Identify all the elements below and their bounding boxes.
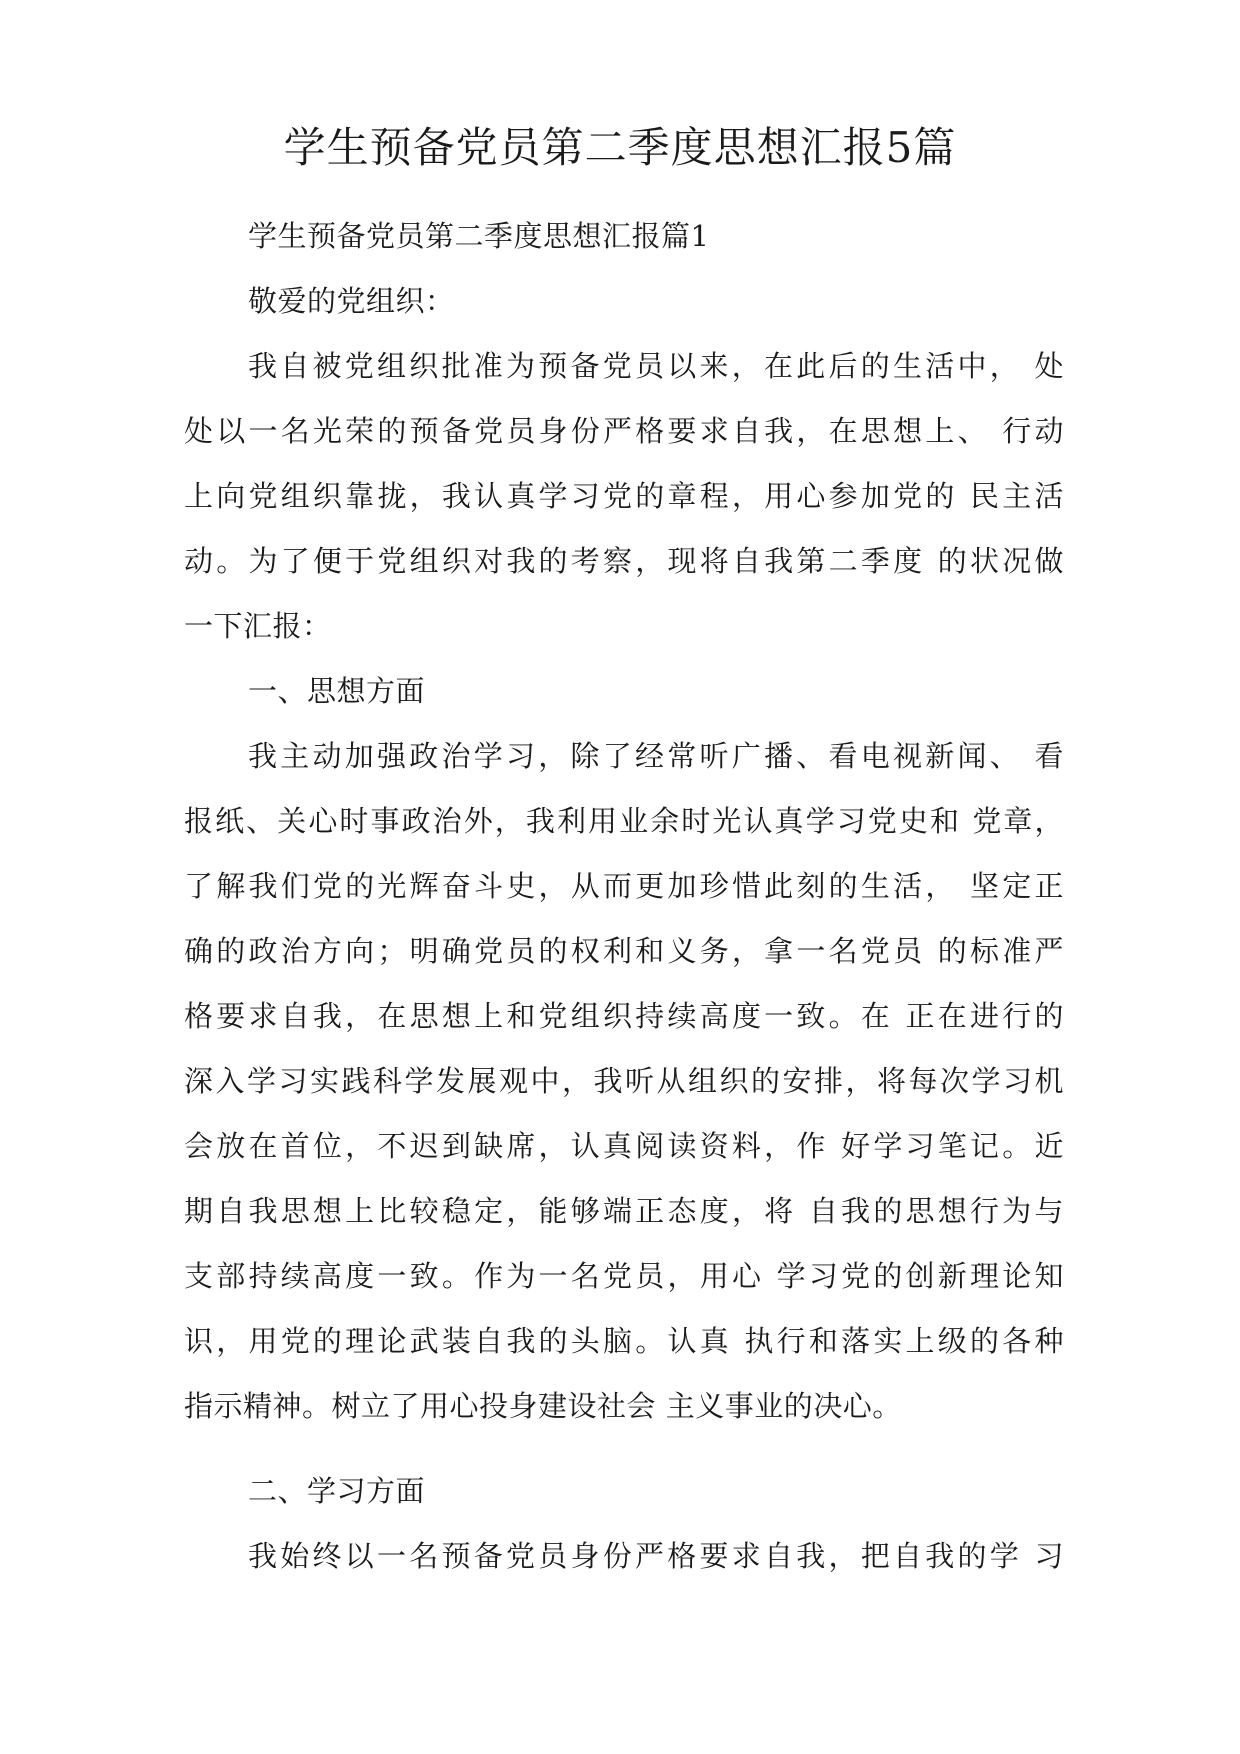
salutation: 敬爱的党组织： bbox=[248, 284, 455, 318]
paragraph-line: 上向党组织靠拢，我认真学习党的章程，用心参加党的 民主活 bbox=[184, 479, 1064, 513]
subsection-heading: 二、学习方面 bbox=[248, 1474, 426, 1508]
document-title: 学生预备党员第二季度思想汇报5篇 bbox=[283, 123, 957, 172]
paragraph-line: 处以一名光荣的预备党员身份严格要求自我，在思想上、 行动 bbox=[184, 414, 1064, 448]
paragraph-line: 支部持续高度一致。作为一名党员，用心 学习党的创新理论知 bbox=[184, 1259, 1064, 1293]
paragraph-line: 格要求自我，在思想上和党组织持续高度一致。在 正在进行的 bbox=[184, 999, 1064, 1033]
paragraph-line: 会放在首位，不迟到缺席，认真阅读资料，作 好学习笔记。近 bbox=[184, 1129, 1064, 1163]
subsection-heading: 一、思想方面 bbox=[248, 674, 426, 708]
document-body bbox=[184, 204, 1064, 1589]
paragraph-line: 我自被党组织批准为预备党员以来，在此后的生活中， 处 bbox=[248, 349, 1064, 383]
paragraph-gap bbox=[184, 1439, 1064, 1459]
paragraph-line: 动。为了便于党组织对我的考察，现将自我第二季度 的状况做 bbox=[184, 544, 1064, 578]
paragraph-line: 深入学习实践科学发展观中，我听从组织的安排，将每次学习机 bbox=[184, 1064, 1064, 1098]
paragraph-line: 识，用党的理论武装自我的头脑。认真 执行和落实上级的各种 bbox=[184, 1324, 1064, 1358]
paragraph-line: 我始终以一名预备党员身份严格要求自我，把自我的学 习 bbox=[248, 1539, 1064, 1573]
paragraph-line: 了解我们党的光辉奋斗史，从而更加珍惜此刻的生活， 坚定正 bbox=[184, 869, 1064, 903]
section-heading: 学生预备党员第二季度思想汇报篇1 bbox=[248, 219, 710, 253]
paragraph-line: 期自我思想上比较稳定，能够端正态度，将 自我的思想行为与 bbox=[184, 1194, 1064, 1228]
paragraph-line: 报纸、关心时事政治外，我利用业余时光认真学习党史和 党章， bbox=[184, 804, 1064, 838]
paragraph-line: 指示精神。树立了用心投身建设社会 主义事业的决心。 bbox=[184, 1389, 902, 1423]
paragraph-line: 我主动加强政治学习，除了经常听广播、看电视新闻、 看 bbox=[248, 739, 1064, 773]
paragraph-line: 确的政治方向；明确党员的权利和义务，拿一名党员 的标准严 bbox=[184, 934, 1064, 968]
paragraph-line: 一下汇报： bbox=[184, 609, 332, 643]
